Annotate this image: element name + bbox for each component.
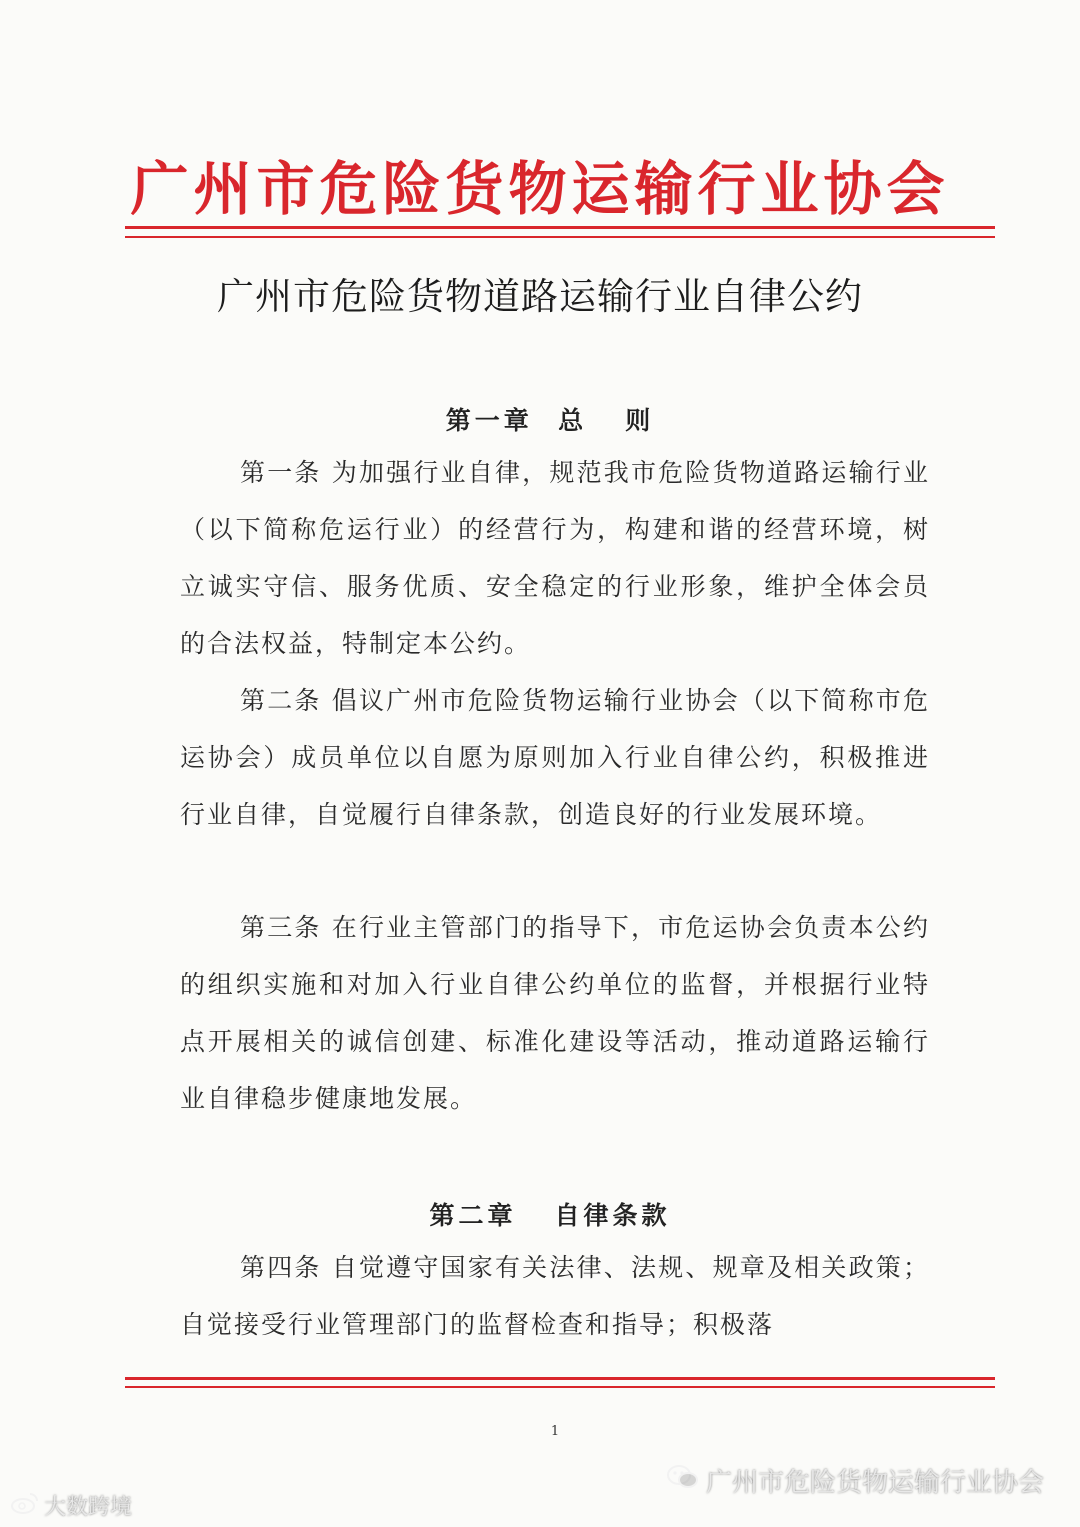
wechat-icon (666, 1463, 700, 1498)
page-number: 1 (550, 1424, 560, 1439)
watermark-account-name: 广州市危险货物运输行业协会 (705, 1468, 1044, 1498)
letterhead-rule-top (125, 226, 995, 229)
article-paragraph: 第一条 为加强行业自律，规范我市危险货物道路运输行业（以下简称危运行业）的经营行为，构建和谐的经营环境，树立诚实守信、服务优质、安全稳定的行业形象，维护全体会员的合法权益，特制定本公约。 (180, 458, 930, 658)
article-paragraph: 第三条 在行业主管部门的指导下，市危运协会负责本公约的组织实施和对加入行业自律公约单位的监督，并根据行业特点开展相关的诚信创建、标准化建设等活动，推动道路运输行业自律稳步健康地发展。 (180, 913, 930, 1113)
document-title: 广州市危险货物道路运输行业自律公约 (217, 275, 863, 318)
letterhead-org-name: 广州市危险货物运输行业协会 (130, 155, 950, 223)
letterhead-rule-bottom (125, 236, 995, 238)
watermark-account (666, 1462, 1044, 1499)
watermark-source (10, 1490, 132, 1521)
chapter-heading: 第二章 自律条款 (429, 1201, 671, 1230)
chapter-heading: 第一章 总 则 (445, 406, 655, 435)
article-paragraph: 第四条 自觉遵守国家有关法律、法规、规章及相关政策；自觉接受行业管理部门的监督检查和指导；积极落 (180, 1253, 930, 1339)
footer-rule-top (125, 1377, 995, 1380)
footer-rule-bottom (125, 1386, 995, 1388)
article-paragraph: 第二条 倡议广州市危险货物运输行业协会（以下简称市危运协会）成员单位以自愿为原则加入行业自律公约，积极推进行业自律，自觉履行自律条款，创造良好的行业发展环境。 (180, 686, 930, 829)
weibo-icon (10, 1491, 40, 1521)
watermark-source-name: 大数跨境 (44, 1495, 133, 1520)
